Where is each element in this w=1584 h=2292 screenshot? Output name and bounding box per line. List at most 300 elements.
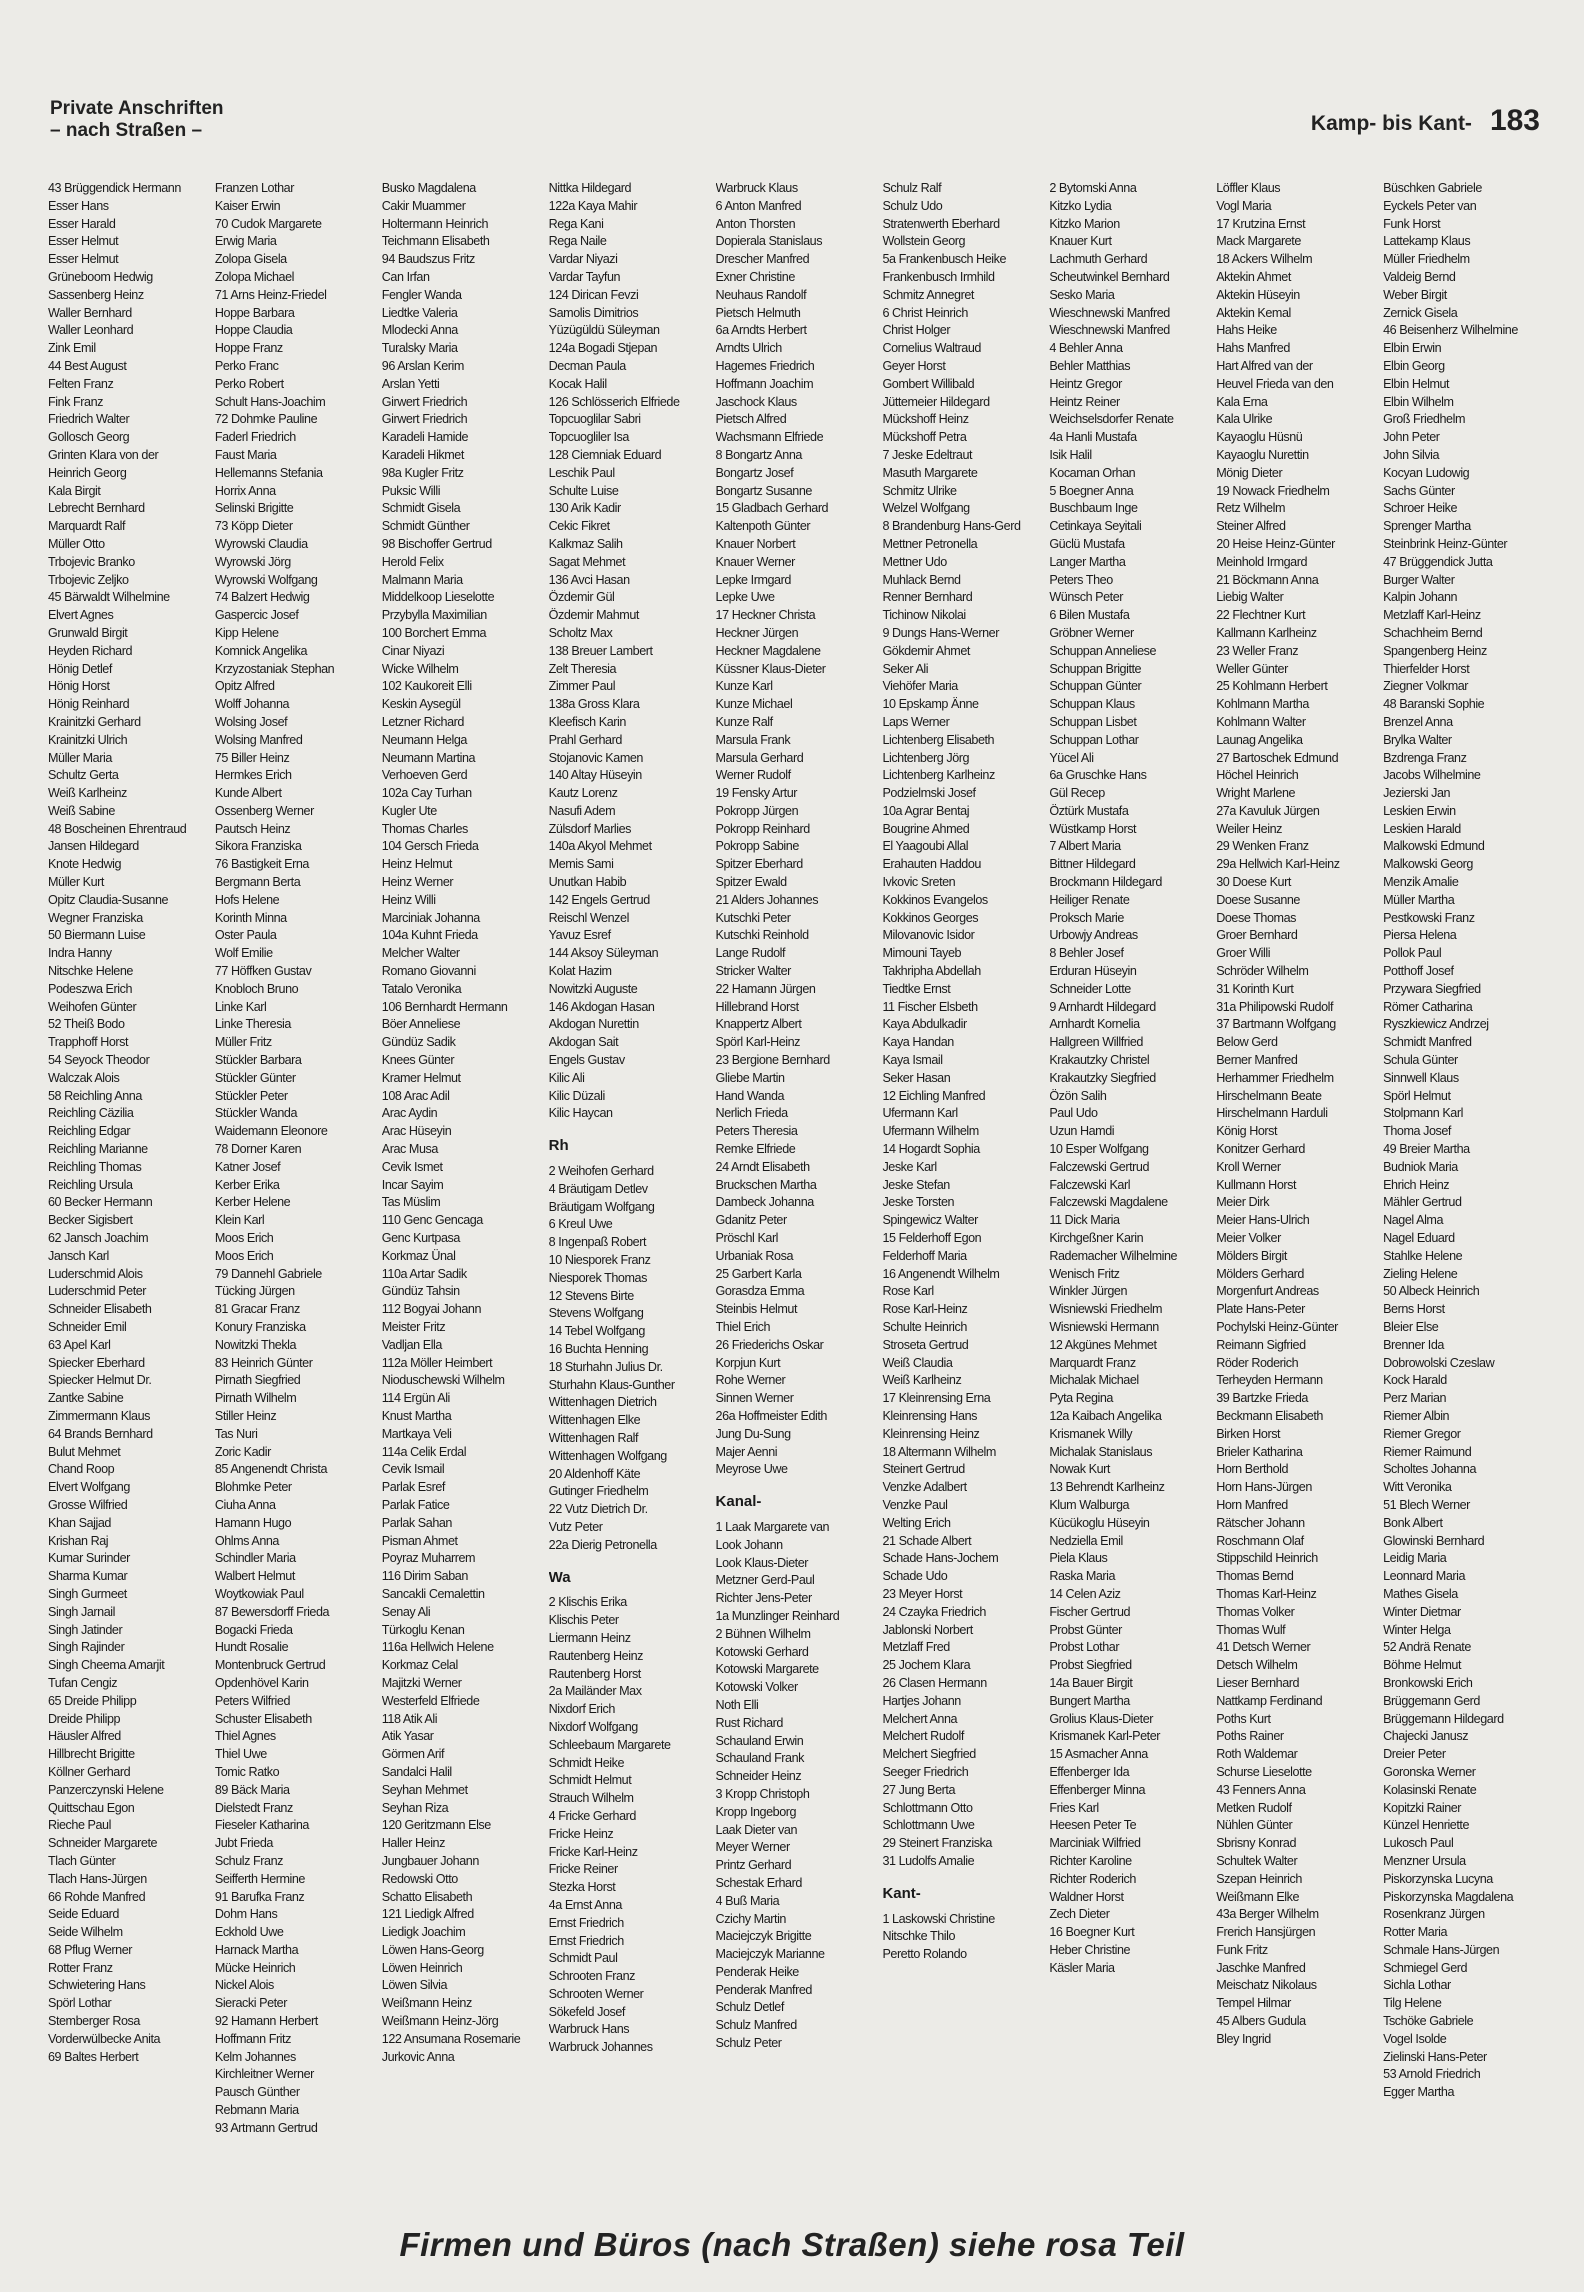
address-entry: Hellemanns Stefania: [214, 465, 323, 480]
address-entry: Ziegner Volkmar: [1383, 679, 1469, 694]
address-entry: Fricke Karl-Heinz: [548, 1844, 638, 1859]
directory-column: [549, 180, 710, 2214]
address-entry: Herhammer Friedhelm: [1216, 1070, 1334, 1085]
address-entry: Nowitzki Thekla: [214, 1337, 297, 1352]
address-entry: Zimmer Paul: [548, 679, 616, 694]
address-entry: Waller Leonhard: [48, 323, 134, 338]
address-entry: Hoppe Claudia: [214, 323, 293, 338]
address-entry: Remke Elfriede: [715, 1142, 796, 1157]
address-entry: Nioduschewski Wilhelm: [381, 1373, 505, 1388]
address-entry: Jansen Hildegard: [48, 839, 139, 854]
address-entry: Raska Maria: [1049, 1569, 1116, 1584]
address-entry: Thomas Charles: [381, 821, 468, 836]
address-entry: 110a Artar Sadik: [381, 1266, 467, 1281]
address-entry: Kitzko Lydia: [1049, 198, 1112, 213]
address-entry: Wüstkamp Horst: [1049, 821, 1137, 836]
address-entry: Retz Wilhelm: [1216, 501, 1285, 516]
address-entry: Glowinski Bernhard: [1383, 1533, 1485, 1548]
address-entry: Stroseta Gertrud: [882, 1337, 969, 1352]
address-entry: Niesporek Thomas: [548, 1270, 647, 1285]
address-entry: Geyer Horst: [882, 358, 946, 373]
address-entry: Mähler Gertrud: [1383, 1195, 1462, 1210]
address-entry: Romano Giovanni: [381, 964, 476, 979]
address-entry: Probst Lothar: [1049, 1640, 1120, 1655]
address-entry: Pautsch Heinz: [214, 821, 291, 836]
address-entry: Piskorzynska Lucyna: [1383, 1871, 1493, 1886]
address-entry: Nixdorf Erich: [548, 1702, 615, 1717]
address-entry: Schuppan Lisbet: [1049, 714, 1137, 729]
address-entry: Gündüz Sadik: [381, 1035, 456, 1050]
address-entry: Uzun Hamdi: [1049, 1124, 1115, 1139]
address-entry: 52 Theiß Bodo: [48, 1017, 125, 1032]
address-entry: Bongartz Josef: [715, 465, 794, 480]
address-entry: 9 Dungs Hans-Werner: [882, 625, 999, 640]
address-entry: 126 Schlösserich Elfriede: [548, 394, 680, 409]
address-entry: Nitschke Helene: [48, 964, 133, 979]
address-entry: Sichla Lothar: [1383, 1978, 1451, 1993]
address-entry: Elbin Erwin: [1383, 341, 1442, 356]
address-entry: Takhripha Abdellah: [882, 964, 981, 979]
address-entry: Cekic Fikret: [548, 519, 610, 534]
address-entry: Gaspercic Josef: [214, 608, 299, 623]
address-entry: 25 Garbert Karla: [715, 1266, 802, 1281]
address-entry: Launag Angelika: [1216, 732, 1303, 747]
address-entry: Spitzer Eberhard: [715, 857, 803, 872]
address-entry: Thomas Bernd: [1216, 1569, 1294, 1584]
address-entry: Öztürk Mustafa: [1049, 803, 1129, 818]
address-entry: Perko Franc: [214, 358, 279, 373]
address-entry: 31 Ludolfs Amalie: [882, 1853, 975, 1868]
address-entry: Jung Du-Sung: [715, 1426, 791, 1441]
address-entry: Bonk Albert: [1383, 1515, 1443, 1530]
address-entry: Zielinski Hans-Peter: [1383, 2049, 1487, 2064]
address-entry: Löffler Klaus: [1216, 181, 1281, 195]
address-entry: Trbojevic Zeljko: [48, 572, 129, 587]
address-entry: Schade Udo: [882, 1569, 948, 1584]
address-entry: Peretto Rolando: [882, 1947, 967, 1962]
address-entry: Menzner Ursula: [1383, 1853, 1466, 1868]
address-entry: 23 Meyer Horst: [882, 1586, 963, 1601]
address-entry: Sagat Mehmet: [548, 554, 626, 569]
address-entry: 30 Doese Kurt: [1216, 875, 1291, 890]
address-entry: 4 Bräutigam Detlev: [548, 1181, 648, 1196]
address-entry: Sesko Maria: [1049, 287, 1115, 302]
address-entry: Pollok Paul: [1383, 946, 1442, 961]
address-entry: Felten Franz: [48, 376, 114, 391]
address-entry: Seker Hasan: [882, 1070, 951, 1085]
address-entry: Reichling Edgar: [48, 1124, 131, 1139]
address-entry: Wittenhagen Dietrich: [548, 1395, 657, 1410]
address-entry: Zülsdorf Marlies: [548, 821, 632, 836]
address-entry: Trapphoff Horst: [48, 1035, 129, 1050]
address-entry: Terheyden Hermann: [1216, 1373, 1323, 1388]
address-entry: Schmidt Manfred: [1383, 1035, 1472, 1050]
address-entry: Wyrowski Claudia: [214, 536, 308, 551]
address-entry: Schuppan Günter: [1049, 679, 1142, 694]
address-entry: Leskien Harald: [1383, 821, 1461, 836]
address-entry: Kayaoglu Hüsnü: [1216, 430, 1303, 445]
address-entry: Schauland Frank: [715, 1751, 805, 1766]
directory-column: [1383, 180, 1544, 2214]
address-entry: Groer Willi: [1216, 946, 1271, 961]
address-entry: Zantke Sabine: [48, 1391, 124, 1406]
address-entry: Heesen Peter Te: [1049, 1818, 1137, 1833]
address-entry: Marciniak Wilfried: [1049, 1836, 1141, 1851]
address-entry: 10a Agrar Bentaj: [882, 803, 970, 818]
address-entry: Sbrisny Konrad: [1216, 1836, 1297, 1851]
address-entry: 76 Bastigkeit Erna: [214, 857, 309, 872]
address-entry: Heintz Gregor: [1049, 376, 1122, 391]
address-entry: 19 Nowack Friedhelm: [1216, 483, 1330, 498]
address-entry: Dambeck Johanna: [715, 1195, 814, 1210]
address-entry: Wolf Emilie: [214, 946, 273, 961]
address-entry: Kleinrensing Hans: [882, 1408, 977, 1423]
directory-column: [382, 180, 543, 2214]
address-entry: Marquardt Ralf: [48, 519, 125, 534]
address-entry: Bräutigam Wolfgang: [548, 1199, 655, 1214]
address-entry: Tas Nuri: [214, 1426, 258, 1441]
address-entry: Mölders Birgit: [1216, 1248, 1287, 1263]
address-entry: Peters Theresia: [715, 1124, 798, 1139]
address-entry: Penderak Manfred: [715, 1982, 812, 1997]
address-entry: Özön Salih: [1049, 1088, 1107, 1103]
address-entry: 6a Arndts Herbert: [715, 323, 807, 338]
address-entry: 5a Frankenbusch Heike: [882, 252, 1006, 267]
address-entry: Höchel Heinrich: [1216, 768, 1299, 783]
address-entry: El Yaagoubi Allal: [882, 839, 969, 854]
address-entry: Welting Erich: [882, 1515, 951, 1530]
address-entry: 120 Geritzmann Else: [381, 1818, 491, 1833]
address-entry: Kala Ulrike: [1216, 412, 1273, 427]
address-entry: Brockmann Hildegard: [1049, 875, 1162, 890]
address-entry: Bittner Hildegard: [1049, 857, 1136, 872]
address-entry: Kücükoglu Hüseyin: [1049, 1515, 1150, 1530]
address-entry: 15 Asmacher Anna: [1049, 1747, 1148, 1762]
address-entry: Kokkinos Evangelos: [882, 892, 988, 907]
address-entry: Busko Magdalena: [381, 181, 476, 195]
address-entry: Wicke Wilhelm: [381, 661, 459, 676]
address-entry: Krainitzki Ulrich: [48, 732, 128, 747]
address-entry: Krakautzky Christel: [1049, 1053, 1150, 1068]
address-entry: Schuppan Brigitte: [1049, 661, 1142, 676]
address-entry: Klein Karl: [214, 1213, 265, 1228]
address-entry: 87 Bewersdorff Frieda: [214, 1604, 330, 1619]
address-entry: Stolpmann Karl: [1383, 1106, 1463, 1121]
address-entry: Marciniak Johanna: [381, 910, 480, 925]
address-entry: Friedrich Walter: [48, 412, 130, 427]
address-entry: Lieser Bernhard: [1216, 1675, 1300, 1690]
address-entry: 18 Sturhahn Julius Dr.: [548, 1359, 663, 1374]
address-entry: Proksch Marie: [1049, 910, 1124, 925]
address-entry: 49 Breier Martha: [1383, 1142, 1470, 1157]
address-entry: Jablonski Norbert: [882, 1622, 973, 1637]
address-entry: Schleebaum Margarete: [548, 1737, 671, 1752]
address-entry: Kramer Helmut: [381, 1070, 461, 1085]
address-entry: 24 Czayka Friedrich: [882, 1604, 986, 1619]
address-entry: Pokropp Jürgen: [715, 803, 799, 818]
address-entry: 146 Akdogan Hasan: [548, 999, 655, 1014]
address-entry: Neumann Martina: [381, 750, 476, 765]
address-entry: Liermann Heinz: [548, 1630, 631, 1645]
address-entry: Incar Sayim: [381, 1177, 444, 1192]
address-entry: Kullmann Horst: [1216, 1177, 1297, 1192]
address-entry: Szepan Heinrich: [1216, 1871, 1302, 1886]
address-entry: Bronkowski Erich: [1383, 1675, 1473, 1690]
address-entry: Knappertz Albert: [715, 1017, 802, 1032]
address-entry: Senay Ali: [381, 1604, 431, 1619]
address-entry: Kleinrensing Heinz: [882, 1426, 980, 1441]
address-entry: Wünsch Peter: [1049, 590, 1124, 605]
address-entry: Schade Hans-Jochem: [882, 1551, 999, 1566]
address-entry: Spiecker Eberhard: [48, 1355, 145, 1370]
address-entry: Maciejczyk Marianne: [715, 1947, 825, 1962]
address-entry: Wieschnewski Manfred: [1049, 305, 1170, 320]
address-entry: Wolsing Manfred: [214, 732, 303, 747]
address-entry: Ciuha Anna: [214, 1497, 276, 1512]
address-entry: Steiner Alfred: [1216, 519, 1286, 534]
address-entry: 100 Borchert Emma: [381, 625, 487, 640]
address-entry: 23 Weller Franz: [1216, 643, 1299, 658]
address-entry: Elbin Wilhelm: [1383, 394, 1454, 409]
address-entry: Pochylski Heinz-Günter: [1216, 1320, 1338, 1334]
address-entry: Weller Günter: [1216, 661, 1288, 676]
address-entry: Hoppe Barbara: [214, 305, 295, 320]
address-entry: 12 Akgünes Mehmet: [1049, 1337, 1157, 1352]
address-entry: Atik Yasar: [381, 1729, 434, 1744]
address-entry: 12 Eichling Manfred: [882, 1088, 986, 1103]
address-entry: 140a Akyol Mehmet: [548, 839, 652, 854]
address-entry: Topcuogliler Isa: [548, 430, 629, 445]
address-entry: 6a Gruschke Hans: [1049, 768, 1147, 783]
address-entry: 3 Kropp Christoph: [715, 1786, 810, 1801]
address-entry: Schuppan Lothar: [1049, 732, 1139, 747]
address-entry: Güclü Mustafa: [1049, 536, 1125, 551]
address-entry: Kleefisch Karin: [548, 714, 626, 729]
address-entry: Özdemir Gül: [548, 590, 615, 605]
address-entry: Hoffmann Joachim: [715, 376, 814, 391]
address-entry: Hönig Reinhard: [48, 697, 130, 712]
address-entry: Melchert Anna: [882, 1711, 958, 1726]
address-entry: 85 Angenendt Christa: [214, 1462, 328, 1477]
address-entry: Vorderwülbecke Anita: [48, 2031, 161, 2046]
address-entry: Mlodecki Anna: [381, 323, 458, 338]
address-entry: Rega Naile: [548, 234, 607, 249]
address-entry: Heuvel Frieda van den: [1216, 376, 1334, 391]
address-entry: 142 Engels Gertrud: [548, 892, 650, 907]
address-entry: Schulte Heinrich: [882, 1320, 967, 1334]
address-entry: 112a Möller Heimbert: [381, 1355, 493, 1370]
address-entry: Stückler Barbara: [214, 1053, 302, 1068]
address-entry: 27 Jung Berta: [882, 1782, 956, 1797]
address-entry: Laak Dieter van: [715, 1822, 798, 1837]
address-entry: Gül Recep: [1049, 786, 1105, 801]
address-entry: 114a Celik Erdal: [381, 1444, 467, 1459]
address-entry: Melchert Rudolf: [882, 1729, 964, 1744]
address-entry: Meier Dirk: [1216, 1195, 1270, 1210]
address-entry: Gröbner Werner: [1049, 625, 1134, 640]
address-entry: 4a Ernst Anna: [548, 1897, 622, 1912]
address-entry: Böhme Helmut: [1383, 1658, 1462, 1673]
address-entry: Kunze Ralf: [715, 714, 773, 729]
address-entry: Leskien Erwin: [1383, 803, 1456, 818]
address-entry: Pietsch Helmuth: [715, 305, 801, 320]
address-entry: Sharma Kumar: [48, 1569, 128, 1584]
address-entry: Wright Marlene: [1216, 786, 1296, 801]
address-entry: Seide Wilhelm: [48, 1925, 123, 1940]
address-entry: Singh Cheema Amarjit: [48, 1658, 165, 1673]
address-entry: Nerlich Frieda: [715, 1106, 788, 1121]
address-entry: Seyhan Mehmet: [381, 1782, 468, 1797]
address-entry: Lebrecht Bernhard: [48, 501, 145, 516]
address-entry: 124 Dirican Fevzi: [548, 287, 639, 302]
address-entry: Nickel Alois: [214, 1978, 274, 1993]
address-entry: Schachheim Bernd: [1383, 625, 1483, 640]
address-entry: Ernst Friedrich: [548, 1933, 624, 1948]
address-entry: Spörl Karl-Heinz: [715, 1035, 801, 1050]
address-entry: Berns Horst: [1383, 1302, 1445, 1317]
address-entry: Riemer Raimund: [1383, 1444, 1472, 1459]
address-entry: Fieseler Katharina: [214, 1818, 309, 1833]
address-entry: 102 Kaukoreit Elli: [381, 679, 472, 694]
address-entry: Seker Ali: [882, 661, 929, 676]
address-entry: Kalpin Johann: [1383, 590, 1458, 605]
address-entry: Pisman Ahmet: [381, 1533, 458, 1548]
address-entry: Wisniewski Hermann: [1049, 1320, 1159, 1334]
address-entry: Ossenberg Werner: [214, 803, 314, 818]
address-entry: Kipp Helene: [214, 625, 279, 640]
address-entry: Yücel Ali: [1049, 750, 1094, 765]
address-entry: Ufermann Karl: [882, 1106, 958, 1121]
address-entry: Podeszwa Erich: [48, 981, 132, 996]
address-entry: Chajecki Janusz: [1383, 1729, 1469, 1744]
address-entry: Richter Karoline: [1049, 1853, 1132, 1868]
address-entry: 130 Arik Kadir: [548, 501, 621, 516]
address-entry: Funk Horst: [1383, 216, 1441, 231]
address-entry: Hundt Rosalie: [214, 1640, 289, 1655]
address-entry: Mettner Udo: [882, 554, 947, 569]
address-entry: Kilic Ali: [548, 1070, 585, 1085]
address-entry: Schrooten Werner: [548, 1986, 644, 2001]
address-entry: Zelt Theresia: [548, 661, 617, 676]
directory-column: [716, 180, 877, 2214]
address-entry: Behler Matthias: [1049, 358, 1131, 373]
address-entry: 54 Seyock Theodor: [48, 1053, 150, 1068]
address-entry: Bungert Martha: [1049, 1693, 1130, 1708]
address-entry: Kohlmann Martha: [1216, 697, 1309, 712]
directory-column: [215, 180, 376, 2214]
address-entry: 68 Pflug Werner: [48, 1942, 133, 1957]
address-entry: Schult Hans-Joachim: [214, 394, 326, 409]
address-entry: 52 Andrä Renate: [1383, 1640, 1471, 1655]
address-entry: Ernst Friedrich: [548, 1915, 624, 1930]
address-entry: Rademacher Wilhelmine: [1049, 1248, 1178, 1263]
address-entry: Frerich Hansjürgen: [1216, 1925, 1316, 1940]
address-entry: Erahauten Haddou: [882, 857, 981, 872]
address-entry: Wisniewski Friedhelm: [1049, 1302, 1163, 1317]
address-entry: 9 Arnhardt Hildegard: [1049, 999, 1156, 1014]
address-entry: Römer Catharina: [1383, 999, 1473, 1014]
address-entry: Groer Bernhard: [1216, 928, 1298, 943]
address-entry: Kaltenpoth Günter: [715, 519, 811, 534]
address-entry: Sachs Günter: [1383, 483, 1455, 498]
address-entry: Malkowski Edmund: [1383, 839, 1485, 854]
address-entry: 20 Aldenhoff Käte: [548, 1466, 641, 1481]
address-entry: Doese Susanne: [1216, 892, 1300, 907]
address-entry: Arslan Yetti: [381, 376, 440, 391]
address-entry: Schula Günter: [1383, 1053, 1458, 1068]
address-entry: Lichtenberg Elisabeth: [882, 732, 995, 747]
footer-note: Firmen und Büros (nach Straßen) siehe rosa Teil: [399, 2226, 1185, 2263]
address-entry: Wittenhagen Elke: [548, 1413, 641, 1428]
address-entry: Weiß Sabine: [48, 803, 115, 818]
address-entry: Valdeig Bernd: [1383, 269, 1456, 284]
address-entry: Fries Karl: [1049, 1800, 1099, 1815]
address-entry: Weiß Karlheinz: [882, 1373, 962, 1388]
address-entry: Printz Gerhard: [715, 1858, 792, 1873]
address-entry: Engels Gustav: [548, 1053, 625, 1068]
address-entry: Grunwald Birgit: [48, 625, 128, 640]
address-entry: Selinski Brigitte: [214, 501, 294, 516]
address-entry: Schulz Peter: [715, 2036, 782, 2051]
address-entry: 29a Hellwich Karl-Heinz: [1216, 857, 1340, 872]
address-entry: Türkoglu Kenan: [381, 1622, 465, 1637]
address-entry: Krismanek Willy: [1049, 1426, 1133, 1441]
address-entry: Lachmuth Gerhard: [1049, 252, 1148, 267]
address-entry: Stevens Wolfgang: [548, 1306, 644, 1321]
address-entry: 27 Bartoschek Edmund: [1216, 750, 1339, 765]
address-entry: Weber Birgit: [1383, 287, 1447, 302]
address-entry: 104 Gersch Frieda: [381, 839, 479, 854]
address-entry: Schmitz Annegret: [882, 287, 974, 302]
address-entry: Kopitzki Rainer: [1383, 1800, 1462, 1815]
address-entry: Cakir Muammer: [381, 198, 466, 213]
address-entry: 15 Gladbach Gerhard: [715, 501, 829, 516]
address-entry: 17 Heckner Christa: [715, 608, 816, 623]
address-entry: Hahs Heike: [1216, 323, 1277, 338]
address-entry: Perz Marian: [1383, 1391, 1447, 1406]
address-entry: Kirchgeßner Karin: [1049, 1231, 1144, 1246]
address-entry: Sprenger Martha: [1383, 519, 1471, 534]
address-entry: Budniok Maria: [1383, 1159, 1458, 1174]
address-entry: Kotowski Volker: [715, 1680, 798, 1695]
address-entry: Stückler Wanda: [214, 1106, 298, 1121]
address-entry: 8 Ingenpaß Robert: [548, 1235, 647, 1250]
address-entry: Jaschke Manfred: [1216, 1960, 1306, 1975]
address-entry: Pokropp Sabine: [715, 839, 799, 854]
address-entry: Drescher Manfred: [715, 252, 810, 267]
address-entry: Krzyzostaniak Stephan: [214, 661, 335, 676]
address-entry: 58 Reichling Anna: [48, 1088, 142, 1103]
address-entry: Ufermann Wilhelm: [882, 1124, 979, 1139]
address-entry: Wenisch Fritz: [1049, 1266, 1120, 1281]
address-entry: 79 Dannehl Gabriele: [214, 1266, 322, 1281]
address-entry: Schmiegel Gerd: [1383, 1960, 1468, 1975]
address-entry: Stiller Heinz: [214, 1408, 277, 1423]
address-entry: Krainitzki Gerhard: [48, 714, 141, 729]
address-entry: Groß Friedhelm: [1383, 412, 1465, 427]
address-entry: Thiel Uwe: [214, 1747, 267, 1762]
address-entry: Thomas Wulf: [1216, 1622, 1286, 1637]
address-entry: 12 Stevens Birte: [548, 1288, 634, 1303]
address-entry: Tilg Helene: [1383, 1996, 1442, 2011]
address-entry: Walczak Alois: [48, 1070, 120, 1085]
address-entry: Kock Harald: [1383, 1373, 1447, 1388]
address-entry: Opitz Alfred: [214, 679, 275, 694]
address-entry: Knauer Werner: [715, 554, 795, 569]
address-entry: 17 Krutzina Ernst: [1216, 216, 1306, 231]
address-entry: Schultek Walter: [1216, 1853, 1298, 1868]
address-entry: Kala Birgit: [48, 483, 101, 498]
